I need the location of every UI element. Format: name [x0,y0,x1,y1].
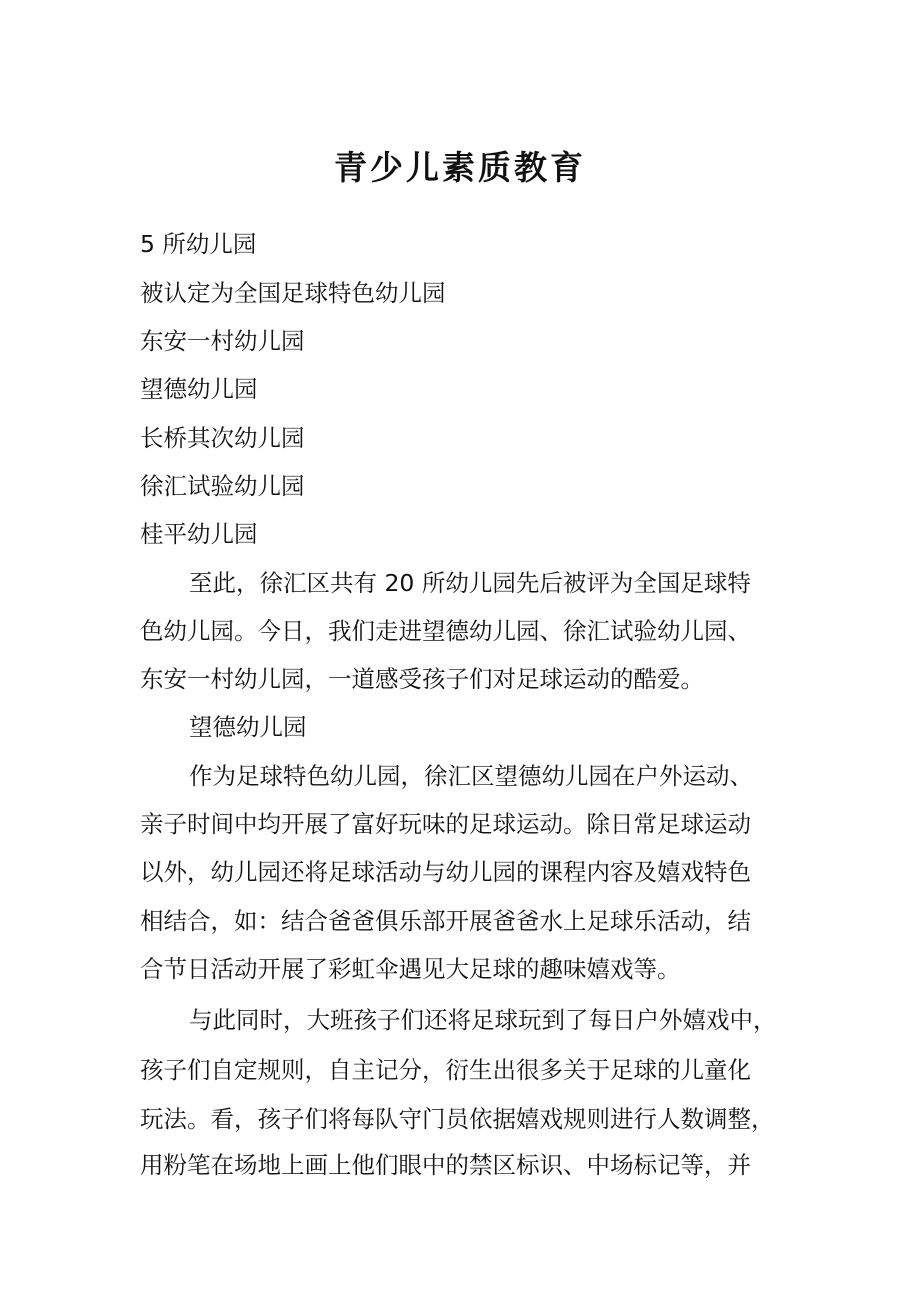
paragraph-line: 用粉笔在场地上画上他们眼中的禁区标识、中场标记等，并 [140,1151,751,1179]
list-line: 望德幼儿园 [140,375,258,403]
paragraph-line: 与此同时，大班孩子们还将足球玩到了每日户外嬉戏中， [189,1006,777,1034]
paragraph-line: 色幼儿园。今日，我们走进望德幼儿园、徐汇试验幼儿园、 [140,617,751,645]
section-subheading: 望德幼儿园 [189,713,307,741]
paragraph-line: 作为足球特色幼儿园，徐汇区望德幼儿园在户外运动、 [189,762,753,790]
list-line: 被认定为全国足球特色幼儿园 [140,279,446,307]
list-line: 徐汇试验幼儿园 [140,472,305,500]
list-line: 长桥其次幼儿园 [140,424,305,452]
paragraph-line: 相结合，如：结合爸爸俱乐部开展爸爸水上足球乐活动，结 [140,907,751,935]
paragraph-line: 亲子时间中均开展了富好玩味的足球运动。除日常足球运动 [140,810,751,838]
list-line: 桂平幼儿园 [140,520,258,548]
document-title: 青少儿素质教育 [334,148,586,187]
list-line: 5 所幼儿园 [140,230,257,258]
paragraph-line: 孩子们自定规则，自主记分，衍生出很多关于足球的儿童化 [140,1056,751,1084]
paragraph-line: 以外，幼儿园还将足球活动与幼儿园的课程内容及嬉戏特色 [140,858,751,886]
paragraph-line: 至此，徐汇区共有 20 所幼儿园先后被评为全国足球特 [189,569,751,597]
paragraph-line: 合节日活动开展了彩虹伞遇见大足球的趣味嬉戏等。 [140,955,681,983]
paragraph-line: 东安一村幼儿园，一道感受孩子们对足球运动的酷爱。 [140,665,704,693]
paragraph-line: 玩法。看，孩子们将每队守门员依据嬉戏规则进行人数调整， [140,1105,775,1133]
list-line: 东安一村幼儿园 [140,327,305,355]
